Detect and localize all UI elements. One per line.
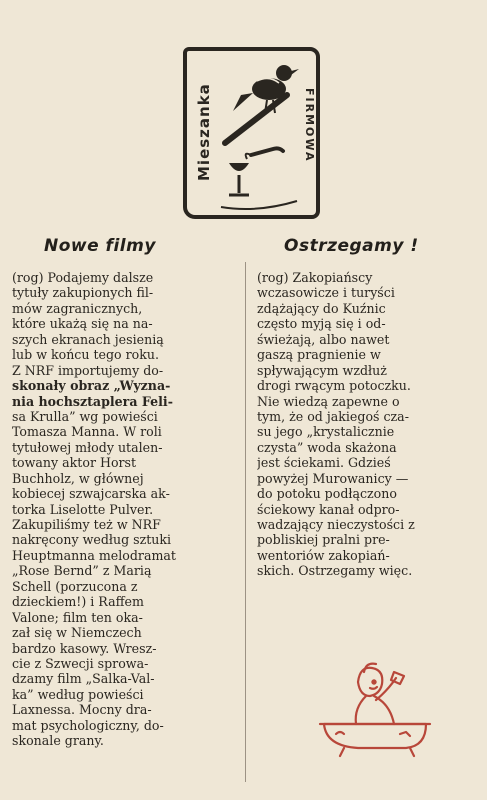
article-line: które ukażą się na na- bbox=[12, 316, 153, 332]
article-line: kobiecej szwajcarska ak- bbox=[12, 486, 170, 502]
article-line: Zakupiliśmy też w NRF bbox=[12, 517, 161, 532]
article-line: Laxnessa. Mocny dra- bbox=[12, 702, 152, 718]
article-line: bardzo kasowy. Wresz- bbox=[12, 640, 157, 656]
article-line: często myją się i od- bbox=[257, 316, 386, 332]
cartoon-illustration bbox=[314, 660, 434, 764]
article-line: świeżają, albo nawet bbox=[257, 331, 390, 347]
article-line: Valone; film ten oka- bbox=[12, 609, 143, 625]
article-line: cie z Szwecji sprowa- bbox=[12, 655, 149, 671]
article-line: (rog) Zakopiańscy bbox=[257, 270, 373, 285]
article-line: tym, że od jakiegoś cza- bbox=[257, 408, 409, 424]
article-heading-nowe-filmy: Nowe filmy bbox=[44, 236, 156, 256]
article-line: Z NRF importujemy do- bbox=[12, 362, 164, 378]
branch-icon bbox=[225, 95, 287, 143]
article-line: szych ekranach jesienią bbox=[12, 331, 164, 347]
article-line: zał się w Niemczech bbox=[12, 625, 142, 641]
article-line: Tomasza Manna. W roli bbox=[12, 424, 162, 440]
article-line: torka Liselotte Pulver. bbox=[12, 501, 154, 517]
article-line: wadzający nieczystości z bbox=[257, 517, 415, 532]
article-line: tytuły zakupionych fil- bbox=[12, 285, 154, 301]
article-line: drogi rwącym potoczku. bbox=[257, 378, 411, 394]
article-line: skonały obraz „Wyzna- bbox=[12, 378, 171, 394]
article-line: Schell (porzucona z bbox=[12, 578, 138, 594]
article-line: jest ściekami. Gdzieś bbox=[257, 455, 391, 471]
article-line: tytułowej młody utalen- bbox=[12, 439, 163, 455]
article-line: nia hochsztaplera Feli- bbox=[12, 393, 173, 409]
article-line: sa Krulla” wg powieści bbox=[12, 408, 158, 424]
logo-left-text: Mieszanka bbox=[195, 83, 213, 181]
article-line: su jego „krystalicznie bbox=[257, 424, 395, 440]
article-line: mat psychologiczny, do- bbox=[12, 717, 164, 733]
article-line: do potoku podłączono bbox=[257, 486, 397, 502]
article-line: wczasowicze i turyści bbox=[257, 285, 395, 301]
article-line: towany aktor Horst bbox=[12, 455, 137, 471]
article-line: nakręcony według sztuki bbox=[12, 532, 172, 548]
article-line: powyżej Murowanicy — bbox=[257, 470, 409, 486]
wine-glass-icon bbox=[229, 148, 283, 195]
column-divider bbox=[245, 262, 246, 782]
article-line: spływającym wzdłuż bbox=[257, 362, 387, 378]
article-line: skonale grany. bbox=[12, 733, 104, 749]
article-line: ka” według powieści bbox=[12, 686, 144, 702]
article-line: lub w końcu tego roku. bbox=[12, 347, 159, 363]
article-line: „Rose Bernd” z Marią bbox=[12, 563, 152, 579]
bird-on-branch-icon bbox=[233, 65, 299, 113]
article-line: pobliskiej pralni pre- bbox=[257, 532, 390, 548]
article-line: Buchholz, w głównej bbox=[12, 470, 144, 486]
article-line: Nie wiedzą zapewne o bbox=[257, 393, 400, 409]
article-line: gaszą pragnienie w bbox=[257, 347, 381, 363]
article-line: Heuptmanna melodramat bbox=[12, 547, 176, 563]
article-line: dzamy film „Salka-Val- bbox=[12, 671, 155, 687]
article-line: mów zagranicznych, bbox=[12, 300, 143, 316]
article-line: (rog) Podajemy dalsze bbox=[12, 270, 154, 285]
bathing-figure-icon bbox=[314, 660, 434, 760]
article-line: czysta” woda skażona bbox=[257, 439, 397, 455]
article-line: skich. Ostrzegamy więc. bbox=[257, 563, 413, 579]
article-line: dzieckiem!) i Raffem bbox=[12, 594, 144, 610]
article-body-nowe-filmy bbox=[12, 270, 232, 749]
article-line: zdążający do Kuźnic bbox=[257, 300, 386, 316]
logo-right-text: FIRMOWA bbox=[303, 88, 316, 163]
article-line: ściekowy kanał odpro- bbox=[257, 501, 400, 517]
article-body-ostrzegamy bbox=[257, 270, 474, 579]
article-heading-ostrzegamy: Ostrzegamy ! bbox=[284, 236, 419, 256]
article-line: wentoriów zakopiań- bbox=[257, 547, 390, 563]
column-logo bbox=[183, 47, 320, 219]
